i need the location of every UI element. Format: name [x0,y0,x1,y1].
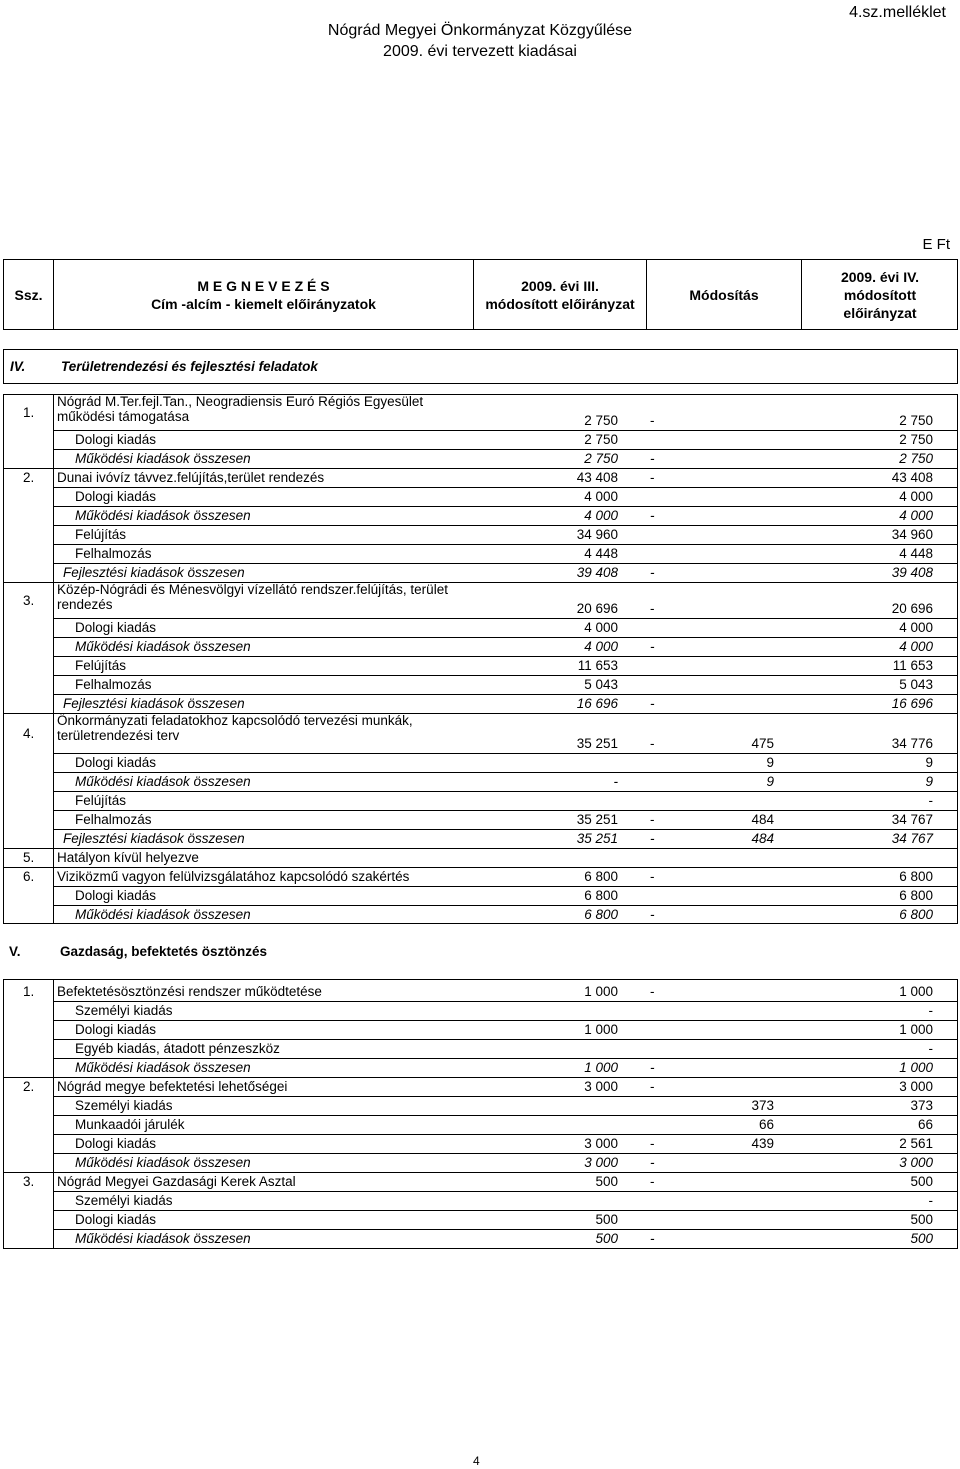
row-label: Felhalmozás [75,812,152,827]
page-number: 4 [473,1454,480,1468]
value-dash: - [650,869,655,884]
row-label: Fejlesztési kiadások összesen [63,831,245,846]
row-number: 1. [23,984,35,999]
row-label: Fejlesztési kiadások összesen [63,696,245,711]
row-divider [53,1039,958,1040]
row-label: Dologi kiadás [75,755,157,770]
value-q4: 4 000 [899,508,933,523]
value-modification: 484 [751,831,774,846]
header-q4-line2: módosított [843,286,917,303]
value-q4: 6 800 [899,869,933,884]
row-divider [53,487,958,488]
table-row [0,1172,960,1191]
value-modification: 373 [751,1098,774,1113]
row-divider [53,772,958,773]
value-dash: - [650,470,655,485]
value-q4: 2 750 [899,432,933,447]
section-v-heading [3,935,958,965]
table-row [0,1191,960,1210]
table-row [0,525,960,544]
table-row [0,394,960,430]
value-dash: - [650,736,655,751]
value-q4: 1 000 [899,1060,933,1075]
value-q3: 2 750 [584,432,618,447]
table-row [0,449,960,468]
value-dash: - [650,508,655,523]
row-label: Viziközmű vagyon felülvizsgálatához kapcsolódó szakértés [57,869,410,884]
value-q4: 5 043 [899,677,933,692]
value-q3: 1 000 [584,984,618,999]
header-name-line1: M E G N E V E Z É S [197,277,330,294]
value-modification: 9 [766,755,774,770]
table-row [0,982,960,1001]
row-divider [53,810,958,811]
value-q4: 34 776 [891,736,933,751]
value-q3: 4 448 [584,546,618,561]
row-number: 1. [23,405,35,420]
value-dash: - [650,1155,655,1170]
value-dash: - [650,1060,655,1075]
value-q3: 500 [595,1174,618,1189]
table-row [0,468,960,487]
row-label: Működési kiadások összesen [75,1060,251,1075]
row-label: Működési kiadások összesen [75,639,251,654]
value-q4: 66 [917,1117,933,1132]
row-divider [53,1020,958,1021]
row-number: 2. [23,470,35,485]
column-divider [53,979,54,1249]
value-q3: 43 408 [576,470,618,485]
value-q4: 20 696 [891,601,933,616]
row-label: Fejlesztési kiadások összesen [63,565,245,580]
value-modification: 66 [758,1117,774,1132]
value-dash: - [650,984,655,999]
value-q4: 43 408 [891,470,933,485]
header-q3-line2: módosított előirányzat [485,295,635,312]
value-q3: 4 000 [584,620,618,635]
value-q4: 500 [910,1231,933,1246]
value-q3: 2 750 [584,413,618,428]
value-q3: 34 960 [576,527,618,542]
row-divider [53,886,958,887]
table-row [0,563,960,582]
value-dash: - [650,907,655,922]
row-number: 3. [23,1174,35,1189]
value-q4: 16 696 [891,696,933,711]
row-divider [3,867,958,868]
table-row [0,430,960,449]
value-q3: 1 000 [584,1060,618,1075]
row-divider [53,829,958,830]
row-divider [53,694,958,695]
row-divider [53,430,958,431]
row-number: 4. [23,726,35,741]
value-q4: 6 800 [899,907,933,922]
value-dash: - [650,1136,655,1151]
value-q3: 4 000 [584,508,618,523]
table-row [0,582,960,618]
value-dash: - [650,812,655,827]
document-title [290,20,670,62]
value-q4: 2 561 [899,1136,933,1151]
header-q3 [474,260,647,329]
row-label: Hatályon kívül helyezve [57,850,199,865]
value-dash: - [650,1079,655,1094]
row-number: 5. [23,850,35,865]
row-label: Felújítás [75,527,127,542]
value-q3: 35 251 [576,831,618,846]
value-q4: 4 000 [899,639,933,654]
value-q4: - [928,1041,933,1056]
value-modification: 439 [751,1136,774,1151]
table-row [0,753,960,772]
value-dash: - [650,565,655,580]
value-q3: 5 043 [584,677,618,692]
section-iv-number: IV. [10,359,26,374]
row-number: 6. [23,869,35,884]
value-q4: - [928,1193,933,1208]
row-divider [3,582,958,583]
value-dash: - [650,451,655,466]
value-q3: 16 696 [576,696,618,711]
value-q3: 1 000 [584,1022,618,1037]
table-row [0,810,960,829]
value-modification: 9 [766,774,774,789]
table-row [0,1134,960,1153]
value-q3: 2 750 [584,451,618,466]
row-divider [53,905,958,906]
value-q4: 2 750 [899,413,933,428]
row-label: Személyi kiadás [75,1098,173,1113]
row-label: Dologi kiadás [75,620,157,635]
table-row [0,867,960,886]
value-q4: 4 000 [899,489,933,504]
value-q4: - [928,1003,933,1018]
row-divider [53,675,958,676]
value-q3: 11 653 [577,658,618,673]
table-row [0,1001,960,1020]
value-q4: 6 800 [899,888,933,903]
section-v-title: Gazdaság, befektetés ösztönzés [60,944,268,959]
row-divider [53,449,958,450]
row-divider [53,525,958,526]
value-q3: 4 000 [584,639,618,654]
table-row [0,1115,960,1134]
table-row [0,656,960,675]
row-divider [53,563,958,564]
table-row [0,694,960,713]
table-row [0,1153,960,1172]
row-label: Dologi kiadás [75,489,157,504]
unit-label: E Ft [922,236,950,253]
table-row [0,1039,960,1058]
header-q4 [802,260,958,329]
row-divider [3,468,958,469]
table-row [0,544,960,563]
header-q3-line1: 2009. évi III. [521,277,599,294]
header-q4-line3: előirányzat [843,304,917,321]
row-label: Dologi kiadás [75,1212,157,1227]
table-row [0,487,960,506]
row-divider [53,1001,958,1002]
value-q3: 4 000 [584,489,618,504]
value-q3: 3 000 [584,1136,618,1151]
value-q4: 500 [910,1174,933,1189]
row-label: Működési kiadások összesen [75,1155,251,1170]
header-name [54,260,474,329]
value-q3: 500 [595,1231,618,1246]
value-q3: 3 000 [584,1079,618,1094]
value-q4: 39 408 [891,565,933,580]
row-label: Működési kiadások összesen [75,1231,251,1246]
value-dash: - [650,639,655,654]
row-label: Dologi kiadás [75,1022,157,1037]
row-label: Felhalmozás [75,677,152,692]
value-modification: 484 [751,812,774,827]
row-label: Egyéb kiadás, átadott pénzeszköz [75,1041,280,1056]
value-q4: 3 000 [899,1155,933,1170]
row-divider [53,1210,958,1211]
value-dash: - [650,413,655,428]
row-divider [53,656,958,657]
row-number: 3. [23,593,35,608]
row-label: Befektetésösztönzési rendszer működtetése [57,984,322,999]
row-divider [53,1153,958,1154]
value-dash: - [650,696,655,711]
table-header [3,259,958,330]
row-divider [53,637,958,638]
row-label: Felújítás [75,793,127,808]
row-label: Működési kiadások összesen [75,508,251,523]
value-q4: 34 767 [891,831,933,846]
section-iv-heading [3,349,958,384]
row-divider [53,618,958,619]
row-label-line2: működési támogatása [57,409,190,424]
title-line-2: 2009. évi tervezett kiadásai [383,43,577,60]
table-row [0,1210,960,1229]
row-label: Közép-Nógrádi és Ménesvölgyi vízellátó rendszer.felújítás, terület [57,582,448,597]
table-row [0,1020,960,1039]
row-label: Felhalmozás [75,546,152,561]
value-q4: 1 000 [899,984,933,999]
value-q4: - [928,793,933,808]
row-divider [53,1115,958,1116]
value-q3: 35 251 [576,812,618,827]
row-label: Dologi kiadás [75,1136,157,1151]
row-label: Dologi kiadás [75,432,157,447]
row-divider [3,848,958,849]
row-divider [3,1172,958,1173]
row-label-line2: rendezés [57,597,113,612]
row-number: 2. [23,1079,35,1094]
table-row [0,905,960,924]
header-mod: Módosítás [647,260,802,329]
row-label: Működési kiadások összesen [75,774,251,789]
row-label: Önkormányzati feladatokhoz kapcsolódó tervezési munkák, [57,713,413,728]
table-row [0,829,960,848]
table-row [0,1077,960,1096]
section-iv-title: Területrendezési és fejlesztési feladatok [61,359,318,374]
row-divider [53,506,958,507]
value-q4: 34 767 [891,812,933,827]
section-v-number: V. [9,944,21,959]
table-row [0,772,960,791]
header-name-line2: Cím -alcím - kiemelt előirányzatok [151,295,376,312]
value-q3: 6 800 [584,869,618,884]
table-row [0,886,960,905]
value-q4: 373 [910,1098,933,1113]
row-divider [53,544,958,545]
value-q4: 4 000 [899,620,933,635]
table-row [0,848,960,867]
table-row [0,1096,960,1115]
row-divider [53,1134,958,1135]
row-label: Dologi kiadás [75,888,157,903]
value-q4: 1 000 [899,1022,933,1037]
row-label: Személyi kiadás [75,1003,173,1018]
title-line-1: Nógrád Megyei Önkormányzat Közgyűlése [327,22,633,39]
annex-label: 4.sz.melléklet [849,4,946,21]
table-row [0,637,960,656]
value-dash: - [650,831,655,846]
value-q4: 500 [910,1212,933,1227]
table-row [0,506,960,525]
value-q3: 6 800 [584,907,618,922]
table-row [0,791,960,810]
column-divider [53,394,54,924]
value-q3: 3 000 [584,1155,618,1170]
row-label: Személyi kiadás [75,1193,173,1208]
table-row [0,1058,960,1077]
value-q4: 9 [925,755,933,770]
table-row [0,1229,960,1248]
value-dash: - [650,1231,655,1246]
row-divider [53,1191,958,1192]
value-q3: - [613,774,618,789]
value-q3: 500 [595,1212,618,1227]
value-q3: 39 408 [576,565,618,580]
row-label: Nógrád M.Ter.fejl.Tan., Neogradiensis Euró Régiós Egyesület [57,394,424,409]
row-label-line2: területrendezési terv [57,728,180,743]
value-q4: 9 [925,774,933,789]
row-label: Nógrád megye befektetési lehetőségei [57,1079,288,1094]
header-ssz: Ssz. [4,260,54,329]
value-q4: 3 000 [899,1079,933,1094]
row-label: Munkaadói járulék [75,1117,185,1132]
value-dash: - [650,601,655,616]
table-row [0,675,960,694]
row-divider [53,753,958,754]
value-q3: 20 696 [576,601,618,616]
row-label: Felújítás [75,658,127,673]
table-row [0,618,960,637]
row-label: Dunai ivóvíz távvez.felújítás,terület rendezés [57,470,325,485]
row-label: Nógrád Megyei Gazdasági Kerek Asztal [57,1174,296,1189]
header-q4-line1: 2009. évi IV. [840,268,920,285]
value-dash: - [650,1174,655,1189]
row-divider [53,1229,958,1230]
row-divider [53,1096,958,1097]
value-q4: 2 750 [899,451,933,466]
row-divider [53,1058,958,1059]
value-q3: 35 251 [576,736,618,751]
row-divider [53,791,958,792]
value-q4: 34 960 [891,527,933,542]
value-q4: 4 448 [899,546,933,561]
value-q3: 6 800 [584,888,618,903]
row-divider [3,713,958,714]
value-q4: 11 653 [892,658,933,673]
table-row [0,713,960,753]
row-label: Működési kiadások összesen [75,451,251,466]
row-label: Működési kiadások összesen [75,907,251,922]
value-modification: 475 [751,736,774,751]
row-divider [3,1077,958,1078]
